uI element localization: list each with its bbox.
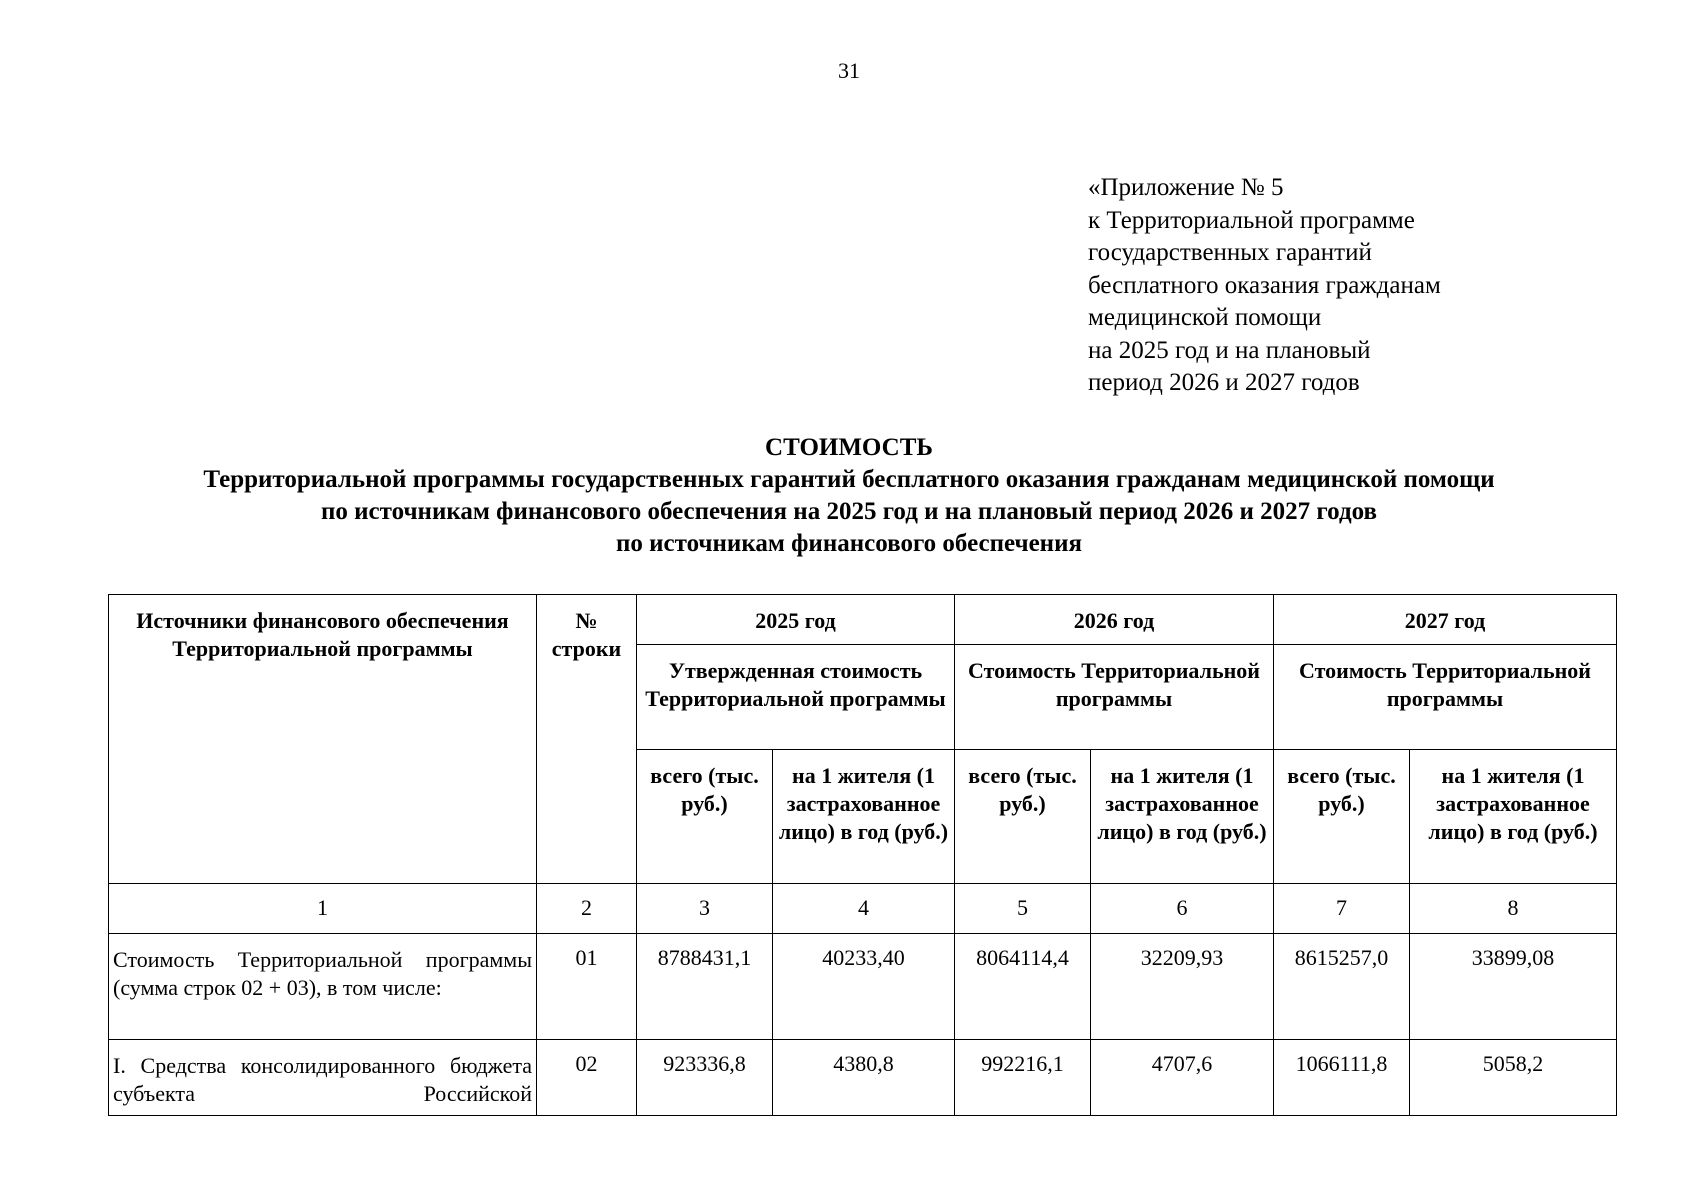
cell-per-capita-2025: 40233,40 [773,934,955,1040]
header-per-capita-2025: на 1 жителя (1 застрахованное лицо) в год (руб.) [773,750,955,884]
appendix-line: «Приложение № 5 [1088,174,1284,201]
column-numbers-row [109,884,1617,934]
appendix-line: бесплатного оказания гражданам [1088,271,1441,299]
cell-total-2026: 8064114,4 [955,934,1091,1040]
column-number: 3 [637,884,773,934]
header-year-2026: 2026 год [955,595,1274,645]
cell-total-2027: 8615257,0 [1274,934,1410,1040]
row-source-label: Стоимость Территориальной программы (сумма строк 02 + 03), в том числе: [109,934,537,1040]
header-total-2027: всего (тыс. руб.) [1274,750,1410,884]
cell-total-2027: 1066111,8 [1274,1040,1410,1116]
document-title [0,432,1698,560]
row-number: 02 [537,1040,637,1116]
appendix-line: к Территориальной программе [1088,206,1415,234]
header-per-capita-2027: на 1 жителя (1 застрахованное лицо) в год (руб.) [1410,750,1617,884]
appendix-line: медицинской помощи [1088,304,1322,331]
column-number: 6 [1091,884,1274,934]
row-source-label: I. Средства консолидированного бюджета субъекта Российской [109,1040,537,1116]
column-number: 5 [955,884,1091,934]
page-number: 31 [838,58,860,83]
title-line: Территориальной программы государственных гарантий бесплатного оказания гражданам медицинской помощи [203,466,1495,493]
cell-per-capita-2025: 4380,8 [773,1040,955,1116]
table-row [109,934,1617,1040]
header-per-capita-2026: на 1 жителя (1 застрахованное лицо) в год (руб.) [1091,750,1274,884]
cell-total-2025: 923336,8 [637,1040,773,1116]
header-cost-2027: Стоимость Территориальной программы [1274,645,1617,750]
cell-per-capita-2026: 4707,6 [1091,1040,1274,1116]
appendix-line: период 2026 и 2027 годов [1088,369,1360,396]
cell-per-capita-2026: 32209,93 [1091,934,1274,1040]
cell-per-capita-2027: 5058,2 [1410,1040,1617,1116]
column-number: 4 [773,884,955,934]
column-number: 2 [537,884,637,934]
header-total-2026: всего (тыс. руб.) [955,750,1091,884]
title-line: по источникам финансового обеспечения [615,530,1083,557]
row-number: 01 [537,934,637,1040]
header-year-2025: 2025 год [637,595,955,645]
cell-per-capita-2027: 33899,08 [1410,934,1617,1040]
appendix-line: государственных гарантий [1088,239,1372,266]
table-row [109,1040,1617,1116]
title-heading: СТОИМОСТЬ [765,434,933,461]
cost-table [108,594,1617,1116]
header-row-number: № строки [537,595,637,884]
title-line: по источникам финансового обеспечения на 2025 год и на плановый период 2026 и 2027 годов [321,498,1377,525]
appendix-line: на 2025 год и на плановый [1088,336,1371,364]
column-number: 1 [109,884,537,934]
header-total-2025: всего (тыс. руб.) [637,750,773,884]
header-year-2027: 2027 год [1274,595,1617,645]
column-number: 8 [1410,884,1617,934]
header-source: Источники финансового обеспечения Территориальной программы [109,595,537,884]
column-number: 7 [1274,884,1410,934]
cell-total-2025: 8788431,1 [637,934,773,1040]
appendix-block [1088,172,1441,400]
header-cost-2025: Утвержденная стоимость Территориальной программы [637,645,955,750]
header-cost-2026: Стоимость Территориальной программы [955,645,1274,750]
cell-total-2026: 992216,1 [955,1040,1091,1116]
